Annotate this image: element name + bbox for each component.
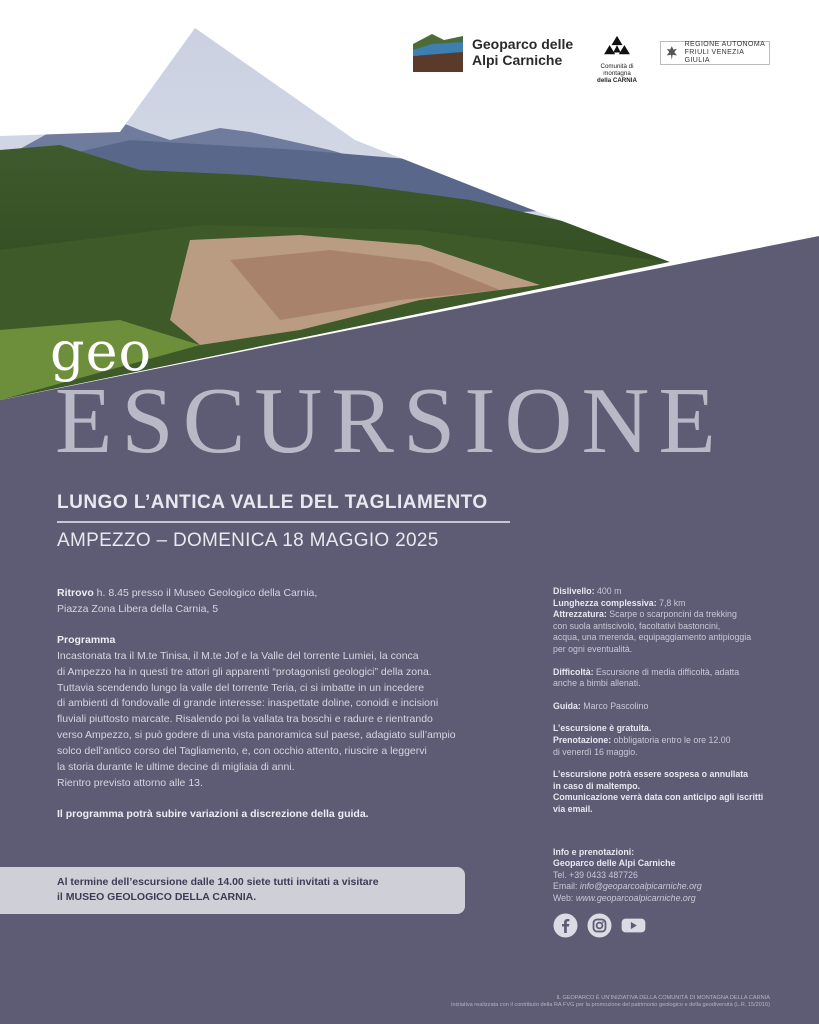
attrezzatura-text: per ogni eventualità. [553,643,633,654]
contacts-tel[interactable]: Tel. +39 0433 487726 [553,869,638,880]
sospesa-text: L’escursione potrà essere sospesa o annullata [553,769,749,780]
ritrovo-label: Ritrovo [57,587,94,599]
comunita-carnia-logo[interactable] [588,34,646,84]
youtube-icon[interactable] [621,913,646,938]
footer-line1: IL GEOPARCO È UN’INIZIATIVA DELLA COMUNITÀ DI MONTAGNA DELLA CARNIA [556,995,770,1001]
guida-label: Guida: [553,700,581,711]
web-label: Web: [553,892,576,903]
event-dateline: AMPEZZO – DOMENICA 18 MAGGIO 2025 [57,530,439,551]
comunita-line1: Comunità di montagna [600,63,634,77]
geoparco-name-line1: Geoparco delle [472,36,574,52]
geoparco-mountain-icon [412,30,464,74]
footer-credits [400,995,770,1009]
title-escursione: ESCURSIONE [55,369,725,473]
email-link[interactable]: info@geoparcoalpicarniche.org [579,881,702,892]
regione-fvg-logo[interactable] [660,41,770,65]
prenotazione-text: obbligatoria entro le ore 12.00 [611,734,731,745]
difficolta-text: anche a bimbi allenati. [553,678,641,689]
geoparco-logo[interactable] [412,28,580,76]
event-subtitle: LUNGO L’ANTICA VALLE DEL TAGLIAMENTO [57,492,488,513]
regione-line2: FRIULI VENEZIA GIULIA [684,49,744,64]
prenotazione-label: Prenotazione: [553,734,612,745]
difficolta-label: Difficoltà: [553,666,594,677]
programma-line: Incastonata tra il M.te Tinisa, il M.te Jof e la Valle del torrente Lumiei, la conca [57,649,419,662]
ritrovo-text: h. 8.45 presso il Museo Geologico della Carnia, [93,587,318,599]
programma-line: Tuttavia scendendo lungo la valle del torrente Teria, ci si imbatte in un incedere [57,681,425,694]
lunghezza-value: 7,8 km [656,597,686,608]
ritrovo-line1 [57,586,477,602]
banner-line1: Al termine dell’escursione dalle 14.00 siete tutti invitati a visitare [57,876,379,888]
gratuita-text: L’escursione è gratuita. [553,723,652,734]
comunita-emblem-icon [597,34,637,58]
contacts-org: Geoparco delle Alpi Carniche [553,858,676,869]
attrezzatura-text: Scarpe o scarponcini da trekking [606,609,737,620]
sospesa-text: Comunicazione verrà data con anticipo agli iscritti [553,792,764,803]
dislivello-value: 400 m [594,586,622,596]
footer-line2: Iniziativa realizzata con il contributo della RA FVG per la promozione del patrimonio geologico e della geodiversità (L.R. 15/2016) [450,1002,770,1008]
details-column [553,586,773,816]
dislivello-label: Dislivello: [553,586,595,596]
museum-invite-banner [0,867,465,914]
title-geo: geo [50,320,153,383]
program-column [57,586,477,823]
programma-line: fluviali piuttosto marcate. Risalendo poi la vallata tra boschi e radure e rientrando [57,713,433,726]
contacts-label: Info e prenotazioni: [553,847,635,857]
subtitle-divider [57,521,510,523]
facebook-icon[interactable] [553,913,578,938]
regione-eagle-icon [665,45,679,61]
programma-line: Rientro previsto attorno alle 13. [57,776,203,789]
programma-line: di Ampezzo ha in questi tre attori gli apparenti “protagonisti geologici” della zona. [57,665,432,678]
contacts-block [553,847,773,904]
attrezzatura-text: acqua, una merenda, equipaggiamento antipioggia [553,632,752,643]
web-link[interactable]: www.geoparcoalpicarniche.org [575,892,696,903]
geoparco-name-line2: Alpi Carniche [472,52,563,68]
lunghezza-label: Lunghezza complessiva: [553,597,657,608]
prenotazione-text: di venerdì 16 maggio. [553,746,638,757]
comunita-line2: della CARNIA [597,77,637,84]
attrezzatura-label: Attrezzatura: [553,609,607,620]
programma-line: solco dell’antico corso del Tagliamento, e, con occhio attento, riuscire a leggervi [57,745,427,758]
programma-line: di ambienti di fondovalle di grande interesse: inaspettate doline, conoidi e incisioni [57,697,439,710]
difficolta-text: Escursione di media difficoltà, adatta [593,666,740,677]
sospesa-text: via email. [553,803,593,814]
banner-line2: il MUSEO GEOLOGICO DELLA CARNIA. [57,891,257,903]
ritrovo-line2: Piazza Zona Libera della Carnia, 5 [57,602,219,615]
regione-line1: REGIONE AUTONOMA [684,41,766,48]
programma-line: la storia durante le ultime decine di migliaia di anni. [57,761,295,774]
sospesa-text: in caso di maltempo. [553,780,641,791]
programma-label: Programma [57,633,116,646]
programma-line: verso Ampezzo, si può godere di una vista panoramica sul paese, adagiato sull’ampio [57,729,456,742]
attrezzatura-text: con suola antiscivolo, facoltativi bastoncini, [553,620,721,631]
program-note: Il programma potrà subire variazioni a discrezione della guida. [57,807,369,820]
instagram-icon[interactable] [587,913,612,938]
guida-value: Marco Pascolino [580,700,649,711]
social-links [553,913,646,938]
email-label: Email: [553,881,580,892]
